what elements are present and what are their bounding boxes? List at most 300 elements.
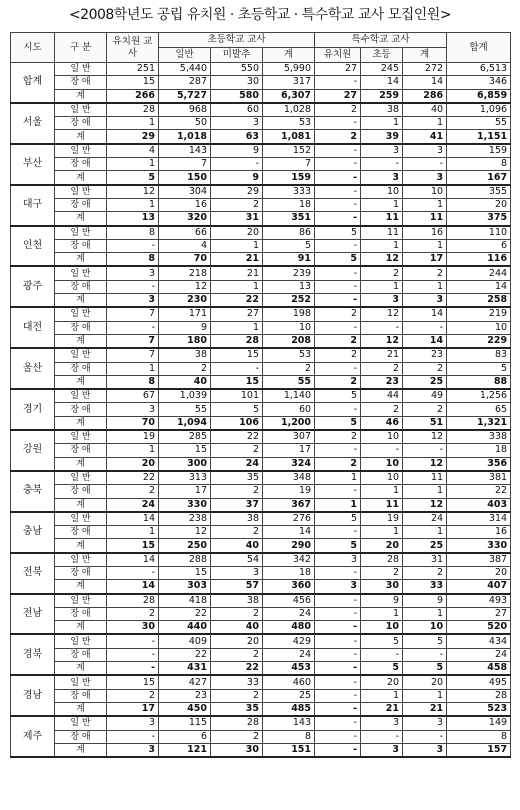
table-cell: 10 xyxy=(361,621,403,635)
table-cell: 40 xyxy=(159,375,211,389)
table-cell: 159 xyxy=(263,171,315,185)
table-cell: 307 xyxy=(263,430,315,444)
table-cell: - xyxy=(315,294,361,308)
region-name: 경남 xyxy=(11,675,55,716)
table-cell: 28 xyxy=(361,553,403,567)
table-cell: 14 xyxy=(263,526,315,539)
category-label: 일 반 xyxy=(55,594,107,608)
region-name: 인천 xyxy=(11,226,55,267)
table-cell: 14 xyxy=(447,280,511,293)
table-cell: 1 xyxy=(403,239,447,252)
table-row xyxy=(11,280,511,293)
table-cell: - xyxy=(315,730,361,743)
table-cell: 1 xyxy=(361,607,403,620)
table-cell: 434 xyxy=(447,634,511,648)
table-cell: - xyxy=(315,76,361,89)
table-cell: - xyxy=(315,444,361,457)
table-cell: 218 xyxy=(159,266,211,280)
table-row xyxy=(11,512,511,526)
table-cell: - xyxy=(315,117,361,130)
table-cell: 285 xyxy=(159,430,211,444)
table-row xyxy=(11,743,511,757)
table-row xyxy=(11,457,511,471)
header-elementary-general: 일반 xyxy=(159,48,211,63)
region-name: 광주 xyxy=(11,266,55,307)
table-row xyxy=(11,158,511,171)
table-cell: 22 xyxy=(107,471,159,485)
table-cell: 5 xyxy=(315,226,361,240)
table-cell: 29 xyxy=(211,185,263,199)
table-cell: 31 xyxy=(403,553,447,567)
table-row xyxy=(11,416,511,430)
table-cell: 2 xyxy=(263,362,315,375)
table-cell: 3 xyxy=(403,743,447,757)
table-cell: 1 xyxy=(361,485,403,498)
table-cell: 1 xyxy=(361,526,403,539)
table-cell: 3 xyxy=(403,144,447,158)
table-cell: 229 xyxy=(447,334,511,348)
header-region: 시도 xyxy=(11,33,55,63)
category-label: 일 반 xyxy=(55,144,107,158)
table-cell: 6,307 xyxy=(263,89,315,103)
table-row xyxy=(11,539,511,553)
table-cell: 17 xyxy=(159,485,211,498)
table-cell: 9 xyxy=(211,144,263,158)
table-cell: 1 xyxy=(361,689,403,702)
table-cell: - xyxy=(403,444,447,457)
category-label: 일 반 xyxy=(55,63,107,76)
table-cell: - xyxy=(107,321,159,334)
table-cell: 259 xyxy=(361,89,403,103)
table-cell: 7 xyxy=(159,158,211,171)
table-cell: 2 xyxy=(361,362,403,375)
table-cell: 1 xyxy=(361,117,403,130)
table-cell: 480 xyxy=(263,621,315,635)
table-cell: 1 xyxy=(107,444,159,457)
header-special-sum: 계 xyxy=(403,48,447,63)
table-cell: 6,513 xyxy=(447,63,511,76)
recruitment-table xyxy=(10,32,511,758)
table-row xyxy=(11,662,511,676)
table-cell: 1 xyxy=(361,280,403,293)
table-cell: 1 xyxy=(107,526,159,539)
table-cell: - xyxy=(107,280,159,293)
table-cell: 238 xyxy=(159,512,211,526)
table-cell: 24 xyxy=(447,648,511,661)
table-cell: 22 xyxy=(159,607,211,620)
table-cell: 7 xyxy=(107,348,159,362)
category-label: 장 애 xyxy=(55,648,107,661)
category-label: 장 애 xyxy=(55,239,107,252)
table-row xyxy=(11,675,511,689)
table-cell: 272 xyxy=(403,63,447,76)
table-cell: 10 xyxy=(361,185,403,199)
table-cell: 5,440 xyxy=(159,63,211,76)
table-header xyxy=(11,33,511,63)
table-cell: 251 xyxy=(107,63,159,76)
table-cell: 1 xyxy=(403,607,447,620)
table-cell: 12 xyxy=(403,457,447,471)
table-cell: 1 xyxy=(403,198,447,211)
table-cell: - xyxy=(315,266,361,280)
table-cell: 485 xyxy=(263,702,315,716)
table-row xyxy=(11,444,511,457)
table-cell: 5 xyxy=(315,416,361,430)
table-cell: 2 xyxy=(361,566,403,579)
table-cell: 151 xyxy=(263,743,315,757)
table-cell: 1 xyxy=(107,117,159,130)
table-cell: 143 xyxy=(159,144,211,158)
table-cell: 20 xyxy=(107,457,159,471)
table-row xyxy=(11,171,511,185)
table-cell: 355 xyxy=(447,185,511,199)
table-cell: 180 xyxy=(159,334,211,348)
table-cell: 10 xyxy=(361,430,403,444)
category-label: 장 애 xyxy=(55,730,107,743)
table-row xyxy=(11,607,511,620)
table-cell: 3 xyxy=(403,171,447,185)
table-cell: - xyxy=(107,662,159,676)
table-cell: 351 xyxy=(263,212,315,226)
table-cell: 313 xyxy=(159,471,211,485)
table-cell: 333 xyxy=(263,185,315,199)
table-cell: 1,096 xyxy=(447,103,511,117)
table-cell: 429 xyxy=(263,634,315,648)
table-cell: 33 xyxy=(211,675,263,689)
table-cell: 7 xyxy=(107,307,159,321)
table-cell: 12 xyxy=(403,498,447,512)
table-cell: 25 xyxy=(263,689,315,702)
category-label: 일 반 xyxy=(55,634,107,648)
table-cell: 30 xyxy=(107,621,159,635)
table-cell: 2 xyxy=(403,403,447,416)
table-cell: 55 xyxy=(263,375,315,389)
table-cell: 17 xyxy=(263,444,315,457)
category-label: 장 애 xyxy=(55,566,107,579)
table-cell: 27 xyxy=(211,307,263,321)
header-elementary-sum: 계 xyxy=(263,48,315,63)
category-label: 일 반 xyxy=(55,389,107,403)
table-cell: - xyxy=(107,730,159,743)
table-row xyxy=(11,63,511,76)
region-name: 경북 xyxy=(11,634,55,675)
table-row xyxy=(11,375,511,389)
table-cell: 67 xyxy=(107,389,159,403)
category-label: 장 애 xyxy=(55,280,107,293)
table-cell: 110 xyxy=(447,226,511,240)
table-cell: 348 xyxy=(263,471,315,485)
table-cell: 3 xyxy=(361,144,403,158)
table-cell: 20 xyxy=(211,634,263,648)
table-cell: 1 xyxy=(403,485,447,498)
table-cell: 245 xyxy=(361,63,403,76)
table-cell: 3 xyxy=(361,294,403,308)
table-cell: 27 xyxy=(315,89,361,103)
table-cell: 4 xyxy=(107,144,159,158)
table-cell: 21 xyxy=(211,253,263,267)
table-cell: 2 xyxy=(361,266,403,280)
category-label: 장 애 xyxy=(55,689,107,702)
table-cell: 23 xyxy=(403,348,447,362)
table-cell: - xyxy=(315,566,361,579)
category-label: 계 xyxy=(55,416,107,430)
table-cell: 21 xyxy=(361,348,403,362)
table-cell: 5 xyxy=(361,634,403,648)
table-cell: 23 xyxy=(361,375,403,389)
table-cell: 10 xyxy=(403,621,447,635)
category-label: 장 애 xyxy=(55,321,107,334)
table-cell: 16 xyxy=(159,198,211,211)
table-cell: 8 xyxy=(107,253,159,267)
table-cell: 2 xyxy=(315,430,361,444)
table-cell: 39 xyxy=(361,130,403,144)
table-cell: 25 xyxy=(403,375,447,389)
table-row xyxy=(11,730,511,743)
table-cell: 17 xyxy=(107,702,159,716)
table-cell: 17 xyxy=(403,253,447,267)
table-cell: 5 xyxy=(447,362,511,375)
table-row xyxy=(11,185,511,199)
table-cell: 5 xyxy=(403,662,447,676)
category-label: 일 반 xyxy=(55,512,107,526)
table-cell: 22 xyxy=(447,485,511,498)
table-cell: 8 xyxy=(447,158,511,171)
table-cell: 2 xyxy=(211,648,263,661)
table-cell: - xyxy=(315,689,361,702)
table-cell: 239 xyxy=(263,266,315,280)
table-cell: 198 xyxy=(263,307,315,321)
table-cell: 70 xyxy=(159,253,211,267)
table-cell: 2 xyxy=(211,730,263,743)
table-cell: 338 xyxy=(447,430,511,444)
table-cell: 22 xyxy=(159,648,211,661)
table-cell: - xyxy=(315,648,361,661)
table-cell: 286 xyxy=(403,89,447,103)
table-cell: 18 xyxy=(447,444,511,457)
table-row xyxy=(11,321,511,334)
table-cell: 10 xyxy=(447,321,511,334)
table-cell: 12 xyxy=(403,430,447,444)
table-cell: 9 xyxy=(211,171,263,185)
table-cell: 101 xyxy=(211,389,263,403)
table-cell: 5 xyxy=(315,539,361,553)
table-cell: 6 xyxy=(447,239,511,252)
table-cell: 40 xyxy=(211,621,263,635)
table-cell: 30 xyxy=(211,743,263,757)
table-row xyxy=(11,526,511,539)
table-cell: 1 xyxy=(211,321,263,334)
table-cell: 15 xyxy=(159,444,211,457)
table-cell: 1 xyxy=(403,117,447,130)
header-elementary-rural: 미발추 xyxy=(211,48,263,63)
table-cell: 19 xyxy=(263,485,315,498)
table-cell: 450 xyxy=(159,702,211,716)
table-cell: 5,990 xyxy=(263,63,315,76)
table-cell: 28 xyxy=(211,716,263,730)
table-cell: - xyxy=(315,675,361,689)
table-cell: 258 xyxy=(447,294,511,308)
table-row xyxy=(11,212,511,226)
table-cell: 219 xyxy=(447,307,511,321)
category-label: 장 애 xyxy=(55,117,107,130)
table-cell: 330 xyxy=(159,498,211,512)
table-cell: 40 xyxy=(403,103,447,117)
table-cell: 3 xyxy=(361,743,403,757)
table-cell: 35 xyxy=(211,702,263,716)
table-cell: - xyxy=(315,634,361,648)
table-cell: 5 xyxy=(315,253,361,267)
table-cell: 37 xyxy=(211,498,263,512)
table-cell: 3 xyxy=(107,294,159,308)
table-cell: - xyxy=(315,662,361,676)
table-cell: 1,256 xyxy=(447,389,511,403)
table-cell: 86 xyxy=(263,226,315,240)
table-cell: 70 xyxy=(107,416,159,430)
table-cell: 22 xyxy=(211,662,263,676)
table-cell: 13 xyxy=(263,280,315,293)
table-cell: 3 xyxy=(361,171,403,185)
table-cell: 5 xyxy=(361,662,403,676)
category-label: 계 xyxy=(55,539,107,553)
table-cell: 356 xyxy=(447,457,511,471)
table-cell: 2 xyxy=(107,689,159,702)
table-cell: 49 xyxy=(403,389,447,403)
table-cell: 143 xyxy=(263,716,315,730)
table-cell: 252 xyxy=(263,294,315,308)
header-total: 합계 xyxy=(447,33,511,63)
table-cell: 171 xyxy=(159,307,211,321)
table-cell: 54 xyxy=(211,553,263,567)
category-label: 계 xyxy=(55,130,107,144)
table-cell: 1,321 xyxy=(447,416,511,430)
table-cell: 121 xyxy=(159,743,211,757)
table-row xyxy=(11,362,511,375)
table-cell: 11 xyxy=(403,471,447,485)
table-cell: 266 xyxy=(107,89,159,103)
table-cell: 1 xyxy=(361,239,403,252)
category-label: 계 xyxy=(55,621,107,635)
category-label: 계 xyxy=(55,662,107,676)
table-row xyxy=(11,266,511,280)
table-cell: - xyxy=(403,730,447,743)
category-label: 계 xyxy=(55,498,107,512)
category-label: 일 반 xyxy=(55,307,107,321)
region-name: 전북 xyxy=(11,553,55,594)
table-cell: 24 xyxy=(263,607,315,620)
table-cell: - xyxy=(315,607,361,620)
table-cell: 2 xyxy=(159,362,211,375)
table-cell: 116 xyxy=(447,253,511,267)
table-cell: - xyxy=(361,158,403,171)
table-cell: 19 xyxy=(361,512,403,526)
table-cell: 2 xyxy=(211,485,263,498)
table-cell: 20 xyxy=(361,539,403,553)
table-cell: 427 xyxy=(159,675,211,689)
table-cell: - xyxy=(361,648,403,661)
table-cell: 157 xyxy=(447,743,511,757)
table-cell: 12 xyxy=(159,280,211,293)
category-label: 장 애 xyxy=(55,403,107,416)
table-cell: 53 xyxy=(263,348,315,362)
category-label: 일 반 xyxy=(55,185,107,199)
table-cell: 2 xyxy=(403,566,447,579)
table-cell: 367 xyxy=(263,498,315,512)
table-cell: 25 xyxy=(403,539,447,553)
table-cell: 5 xyxy=(403,634,447,648)
table-cell: 2 xyxy=(211,198,263,211)
table-cell: 6 xyxy=(159,730,211,743)
table-cell: 523 xyxy=(447,702,511,716)
table-cell: 30 xyxy=(361,580,403,594)
table-cell: 91 xyxy=(263,253,315,267)
table-cell: 2 xyxy=(315,103,361,117)
table-cell: 5 xyxy=(211,403,263,416)
category-label: 계 xyxy=(55,294,107,308)
table-cell: 1,039 xyxy=(159,389,211,403)
table-cell: 1,151 xyxy=(447,130,511,144)
table-cell: 150 xyxy=(159,171,211,185)
table-cell: 60 xyxy=(263,403,315,416)
table-cell: 24 xyxy=(211,457,263,471)
category-label: 일 반 xyxy=(55,266,107,280)
table-cell: 330 xyxy=(447,539,511,553)
category-label: 계 xyxy=(55,212,107,226)
table-cell: 60 xyxy=(211,103,263,117)
table-cell: 51 xyxy=(403,416,447,430)
table-cell: 10 xyxy=(403,185,447,199)
table-cell: 320 xyxy=(159,212,211,226)
table-cell: 276 xyxy=(263,512,315,526)
table-cell: 250 xyxy=(159,539,211,553)
table-cell: 418 xyxy=(159,594,211,608)
table-cell: 149 xyxy=(447,716,511,730)
table-cell: 2 xyxy=(211,526,263,539)
table-cell: 290 xyxy=(263,539,315,553)
table-cell: - xyxy=(315,716,361,730)
table-cell: 3 xyxy=(211,566,263,579)
table-cell: - xyxy=(315,185,361,199)
category-label: 일 반 xyxy=(55,348,107,362)
table-cell: 3 xyxy=(107,716,159,730)
table-cell: 159 xyxy=(447,144,511,158)
table-cell: 5 xyxy=(315,389,361,403)
table-cell: - xyxy=(403,648,447,661)
table-cell: 14 xyxy=(361,76,403,89)
table-cell: - xyxy=(315,743,361,757)
table-row xyxy=(11,76,511,89)
table-cell: 493 xyxy=(447,594,511,608)
table-cell: 29 xyxy=(107,130,159,144)
table-cell: 38 xyxy=(159,348,211,362)
category-label: 일 반 xyxy=(55,675,107,689)
table-cell: 3 xyxy=(107,743,159,757)
table-cell: 115 xyxy=(159,716,211,730)
table-cell: 65 xyxy=(447,403,511,416)
table-row xyxy=(11,348,511,362)
table-cell: 5 xyxy=(263,239,315,252)
table-cell: 15 xyxy=(159,566,211,579)
category-label: 일 반 xyxy=(55,103,107,117)
table-cell: - xyxy=(315,171,361,185)
table-cell: 28 xyxy=(211,334,263,348)
category-label: 계 xyxy=(55,334,107,348)
table-row xyxy=(11,307,511,321)
table-cell: 1,081 xyxy=(263,130,315,144)
table-cell: 5,727 xyxy=(159,89,211,103)
table-cell: 41 xyxy=(403,130,447,144)
table-cell: 27 xyxy=(447,607,511,620)
table-row xyxy=(11,130,511,144)
